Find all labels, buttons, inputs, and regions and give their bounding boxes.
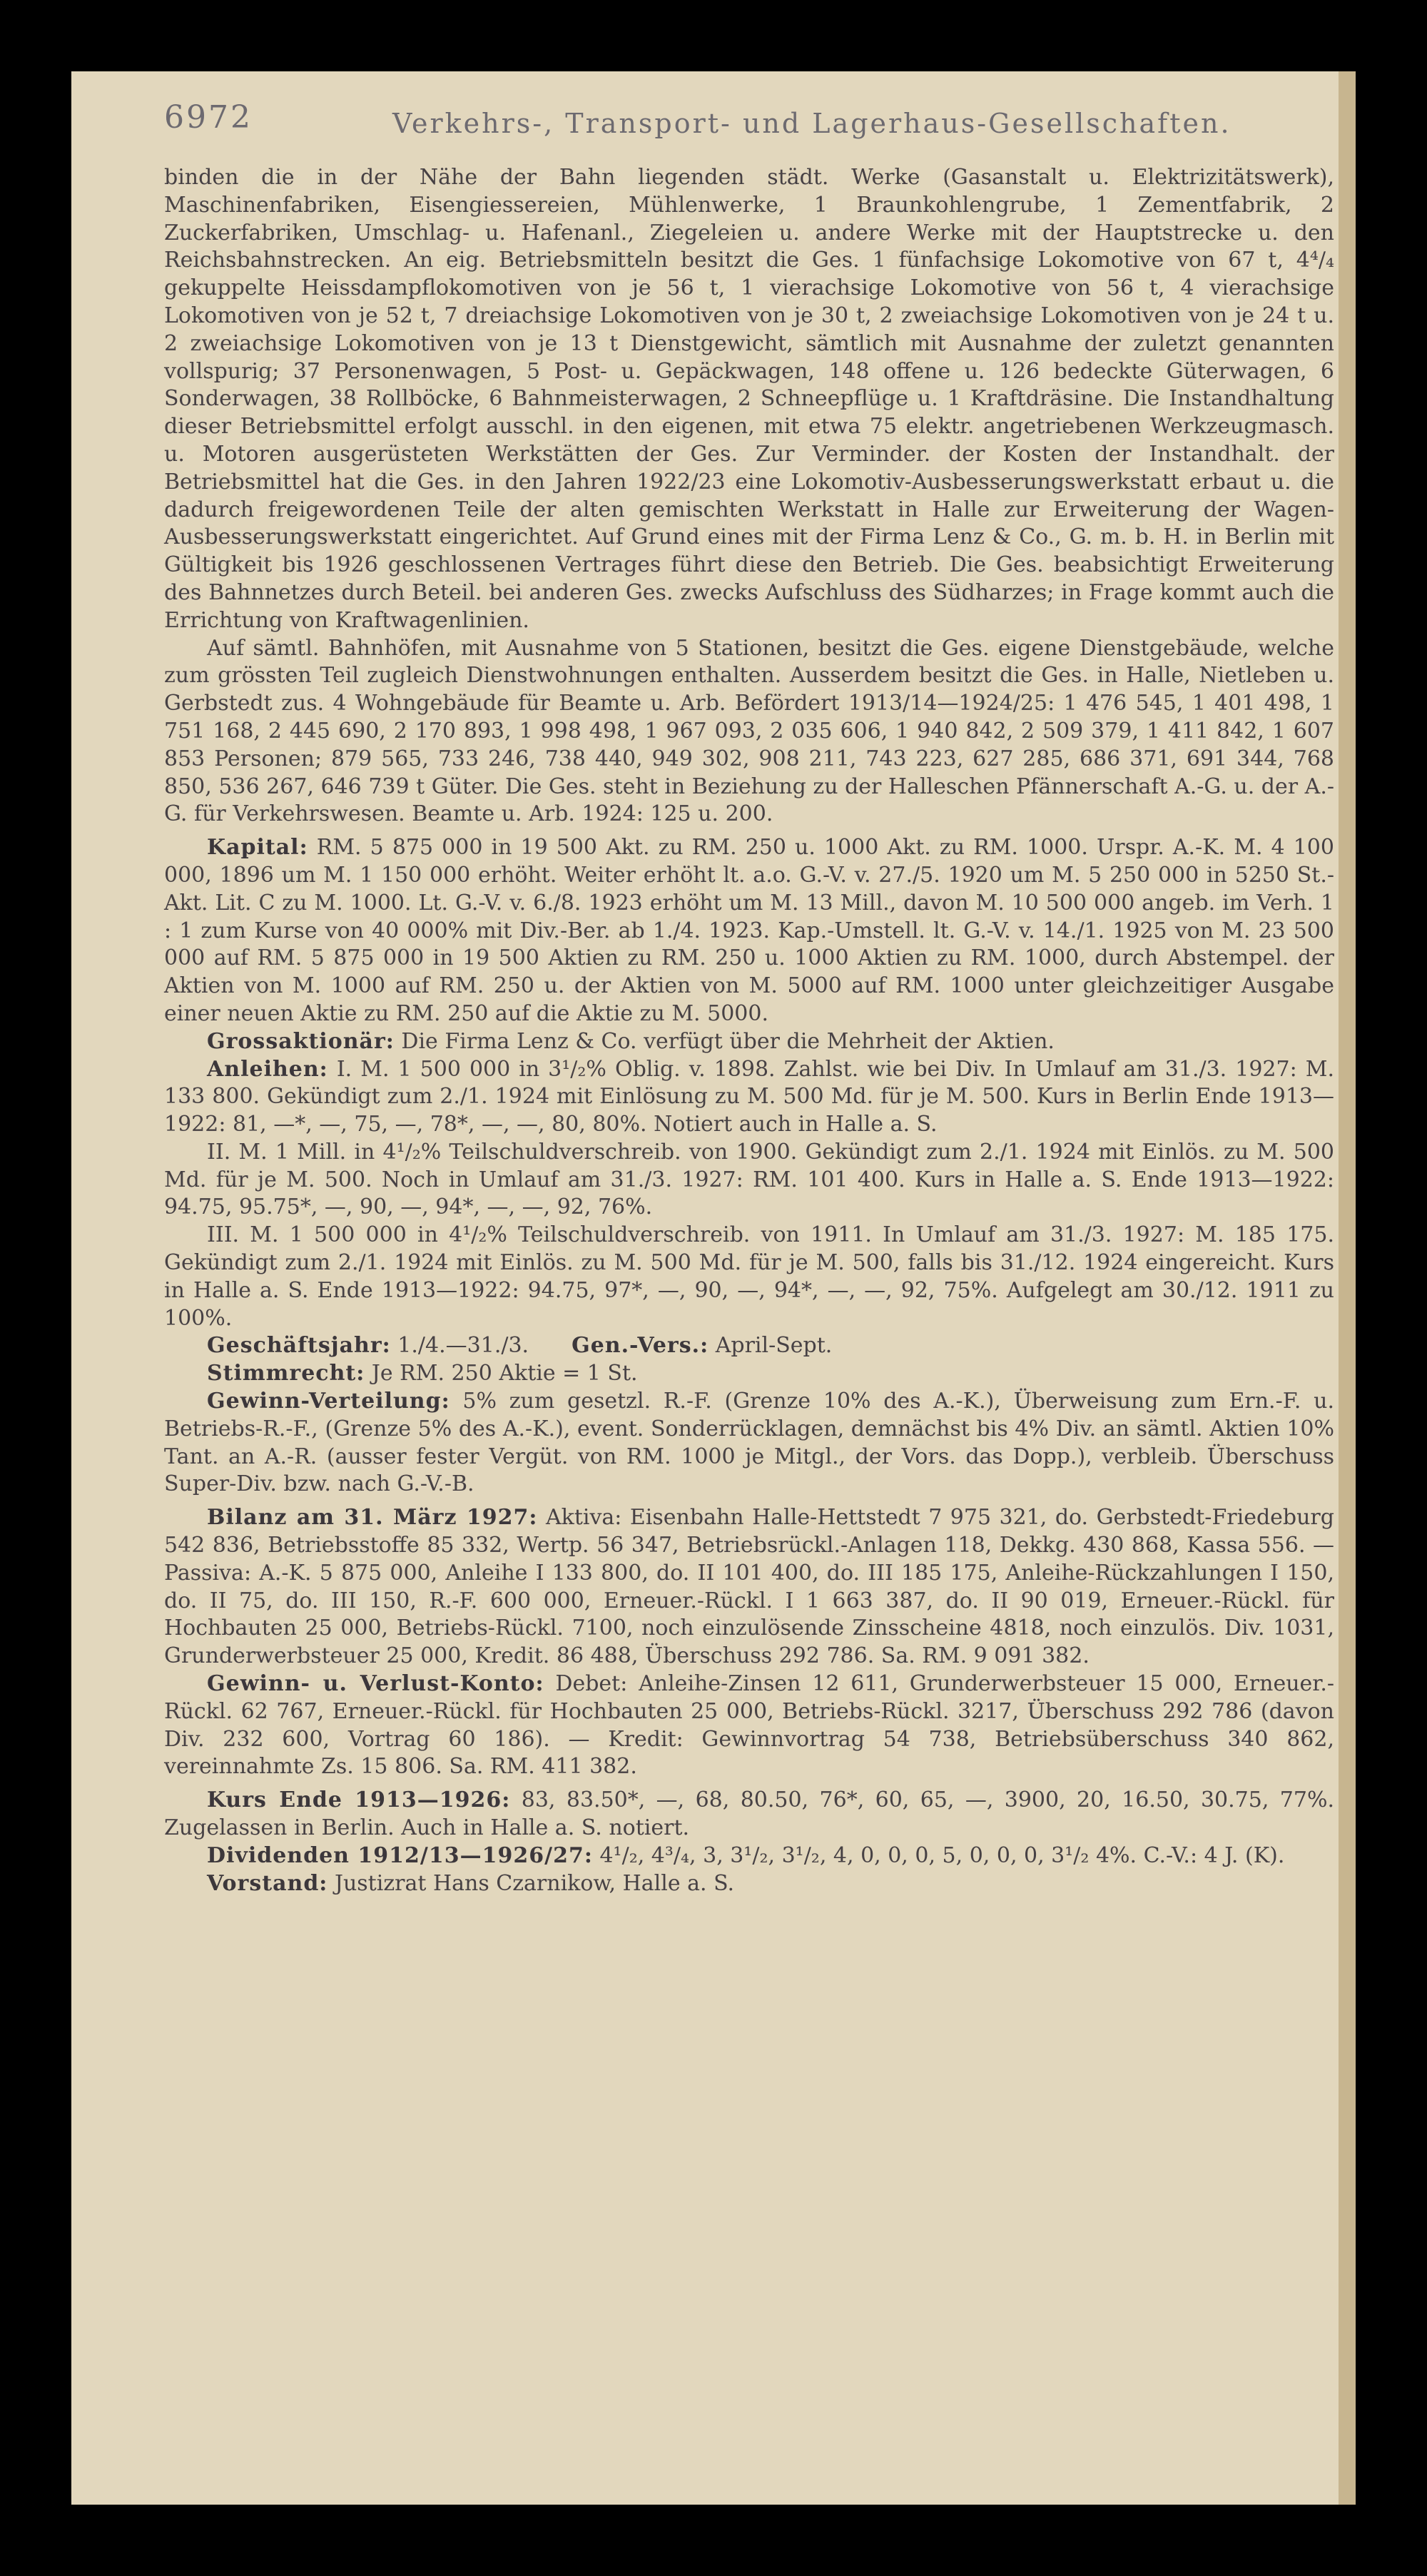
grossaktionaer-label: Grossaktionär: xyxy=(207,1028,395,1054)
vorstand-label: Vorstand: xyxy=(207,1870,328,1896)
kapital-label: Kapital: xyxy=(207,835,308,861)
page-spine-edge xyxy=(1339,71,1356,2505)
dividenden-section xyxy=(164,1842,1334,1870)
genvers-label: Gen.-Vers.: xyxy=(572,1333,709,1359)
page-header xyxy=(164,86,1277,150)
grossaktionaer-text: Die Firma Lenz & Co. verfügt über die Mehrheit der Aktien. xyxy=(401,1028,1055,1054)
bilanz-text: Aktiva: Eisenbahn Halle-Hettstedt 7 975 321, do. Gerbstedt-Friedeburg 542 836, Betriebsstoffe 85 332, Wertp. 56 347, Betriebsrückl.-Anlagen 118, Dekkg. 430 868, Kassa 556. — Passiva: A.-K. 5 875 000, Anleihe I 133 800, do. II 101 400, do. III 185 175, Anleihe-Rückzahlungen I 150, do. II 75, do. III 150, R.-F. 600 000, Erneuer.-Rückl. I 1 663 387, do. II 90 019, Erneuer.-Rückl. für Hochbauten 25 000, Betriebs-Rückl. 7100, noch einzulösende Zinsscheine 4818, noch einzulös. Div. 1031, Grunderwerbsteuer 25 000, Kredit. 86 488, Überschuss 292 786. Sa. RM. 9 091 382. xyxy=(164,1505,1334,1669)
gewinnverteilung-section xyxy=(164,1388,1334,1499)
book-page xyxy=(71,71,1356,2505)
guv-text: Debet: Anleihe-Zinsen 12 611, Grunderwerbsteuer 15 000, Erneuer.-Rückl. 62 767, Erneuer.-Rückl. für Hochbauten 25 000, Betriebs-Rückl. 3217, Überschuss 292 786 (davon Div. 232 600, Vortrag 60 186). — Kredit: Gewinnvortrag 54 738, Betriebsüberschuss 340 862, vereinnahmte Zs. 15 806. Sa. RM. 411 382. xyxy=(164,1671,1334,1780)
kapital-section xyxy=(164,834,1334,1028)
dividenden-label: Dividenden 1912/13—1926/27: xyxy=(207,1842,593,1868)
gewinnverteilung-label: Gewinn-Verteilung: xyxy=(207,1389,450,1414)
kurs-text: 83, 83.50*, —, 68, 80.50, 76*, 60, 65, —, 3900, 20, 16.50, 30.75, 77%. Zugelassen in Berlin. Auch in Halle a. S. notiert. xyxy=(164,1788,1334,1841)
page-number: 6972 xyxy=(164,99,253,136)
kurs-label: Kurs Ende 1913—1926: xyxy=(207,1788,511,1813)
bilanz-label: Bilanz am 31. März 1927: xyxy=(207,1505,538,1531)
stimmrecht-section xyxy=(164,1360,1334,1388)
vorstand-section xyxy=(164,1870,1334,1898)
operations-paragraph: binden die in der Nähe der Bahn liegenden städt. Werke (Gasanstalt u. Elektrizitätswerk), Maschinenfabriken, Eisengiessereien, Mühlenwerke, 1 Braunkohlengrube, 1 Zementfabrik, 2 Zuckerfabriken, Umschlag- u. Hafenanl., Ziegeleien u. andere Werke mit der Hauptstrecke u. den Reichsbahnstrecken. An eig. Betriebsmitteln besitzt die Ges. 1 fünfachsige Lokomotive von 67 t, 4⁴/₄ gekuppelte Heissdampflokomotiven von je 56 t, 1 vierachsige Lokomotive von 56 t, 4 vierachsige Lokomotiven von je 52 t, 7 dreiachsige Lokomotiven von je 30 t, 2 zweiachsige Lokomotiven von je 24 t u. 2 zweiachsige Lokomotiven von je 13 t Dienstgewicht, sämtlich mit Ausnahme der zuletzt genannten vollspurig; 37 Personenwagen, 5 Post- u. Gepäckwagen, 148 offene u. 126 bedeckte Güterwagen, 6 Sonderwagen, 38 Rollböcke, 6 Bahnmeisterwagen, 2 Schneepflüge u. 1 Kraftdräsine. Die Instandhaltung dieser Betriebsmittel erfolgt ausschl. in den eigenen, mit etwa 75 elektr. angetriebenen Werkzeugmasch. u. Motoren ausgerüsteten Werkstätten der Ges. Zur Verminder. der Kosten der Instandhalt. der Betriebsmittel hat die Ges. in den Jahren 1922/23 eine Lokomotiv-Ausbesserungswerkstatt erbaut u. die dadurch freigewordenen Teile der alten gemischten Werkstatt in Halle zur Erweiterung der Wagen-Ausbesserungswerkstatt eingerichtet. Auf Grund eines mit der Firma Lenz & Co., G. m. b. H. in Berlin mit Gültigkeit bis 1926 geschlossenen Vertrages führt diese den Betrieb. Die Ges. beabsichtigt Erweiterung des Bahnnetzes durch Beteil. bei anderen Ges. zwecks Aufschluss des Südharzes; in Frage kommt auch die Errichtung von Kraftwagenlinien. xyxy=(164,165,1334,633)
gewinnverteilung-text: 5% zum gesetzl. R.-F. (Grenze 10% des A.-K.), Überweisung zum Ern.-F. u. Betriebs-R.-F., (Grenze 5% des A.-K.), event. Sonderrücklagen, demnächst bis 4% Div. an sämtl. Aktien 10% Tant. an A.-R. (ausser fester Vergüt. von RM. 1000 je Mitgl., der Vors. das Dopp.), verbleib. Überschuss Super-Div. bzw. nach G.-V.-B. xyxy=(164,1389,1334,1497)
guv-section xyxy=(164,1670,1334,1781)
geschaeftsjahr-label: Geschäftsjahr: xyxy=(207,1333,391,1359)
kurs-section xyxy=(164,1787,1334,1842)
bilanz-section xyxy=(164,1504,1334,1670)
page-text xyxy=(164,164,1334,1897)
stimmrecht-text: Je RM. 250 Aktie = 1 St. xyxy=(371,1361,638,1386)
vorstand-text: Justizrat Hans Czarnikow, Halle a. S. xyxy=(334,1870,735,1896)
anleihen-label: Anleihen: xyxy=(207,1056,328,1082)
guv-label: Gewinn- u. Verlust-Konto: xyxy=(207,1671,544,1697)
geschaeftsjahr-text: 1./4.—31./3. xyxy=(397,1333,529,1359)
anleihen-I-text: I. M. 1 500 000 in 3¹/₂% Oblig. v. 1898. Zahlst. wie bei Div. In Umlauf am 31./3. 1927: M. 133 800. Gekündigt zum 2./1. 1924 mit Einlösung zu M. 500 Md. für je M. 500. Kurs in Berlin Ende 1913—1922: 81, —*, —, 75, —, 78*, —, —, 80, 80%. Notiert auch in Halle a. S. xyxy=(164,1056,1335,1137)
anleihen-II-paragraph: II. M. 1 Mill. in 4¹/₂% Teilschuldverschreib. von 1900. Gekündigt zum 2./1. 1924 mit Einlös. zu M. 500 Md. für je M. 500. Noch in Umlauf am 31./3. 1927: RM. 101 400. Kurs in Halle a. S. Ende 1913—1922: 94.75, 95.75*, —, 90, —, 94*, —, —, 92, 76%. xyxy=(164,1139,1334,1220)
running-title: Verkehrs-, Transport- und Lagerhaus-Gesellschaften. xyxy=(392,108,1232,139)
stimmrecht-label: Stimmrecht: xyxy=(207,1361,365,1386)
anleihen-section xyxy=(164,1056,1334,1139)
grossaktionaer-section xyxy=(164,1028,1334,1056)
kapital-text: RM. 5 875 000 in 19 500 Akt. zu RM. 250 u. 1000 Akt. zu RM. 1000. Urspr. A.-K. M. 4 100 000, 1896 um M. 1 150 000 erhöht. Weiter erhöht lt. a.o. G.-V. v. 27./5. 1920 um M. 5 250 000 in 5250 St.-Akt. Lit. C zu M. 1000. Lt. G.-V. v. 6./8. 1923 erhöht um M. 13 Mill., davon M. 10 500 000 angeb. im Verh. 1 : 1 zum Kurse von 40 000% mit Div.-Ber. ab 1./4. 1923. Kap.-Umstell. lt. G.-V. v. 14./1. 1925 von M. 23 500 000 auf RM. 5 875 000 in 19 500 Aktien zu RM. 250 u. 1000 Aktien zu RM. 1000, durch Abstempel. der Aktien von M. 1000 auf RM. 250 u. der Aktien von M. 5000 auf RM. 1000 unter gleichzeitiger Ausgabe einer neuen Aktie zu RM. 250 auf die Aktie zu M. 5000. xyxy=(164,835,1334,1026)
stations-paragraph: Auf sämtl. Bahnhöfen, mit Ausnahme von 5 Stationen, besitzt die Ges. eigene Dienstgebäude, welche zum grössten Teil zugleich Dienstwohnungen enthalten. Ausserdem besitzt die Ges. in Halle, Nietleben u. Gerbstedt zus. 4 Wohngebäude für Beamte u. Arb. Befördert 1913/14—1924/25: 1 476 545, 1 401 498, 1 751 168, 2 445 690, 2 170 893, 1 998 498, 1 967 093, 2 035 606, 1 940 842, 2 509 379, 1 411 842, 1 607 853 Personen; 879 565, 733 246, 738 440, 949 302, 908 211, 743 223, 627 285, 686 371, 691 344, 768 850, 536 267, 646 739 t Güter. Die Ges. steht in Beziehung zu der Halleschen Pfännerschaft A.-G. u. der A.-G. für Verkehrswesen. Beamte u. Arb. 1924: 125 u. 200. xyxy=(164,635,1334,827)
anleihen-III-paragraph: III. M. 1 500 000 in 4¹/₂% Teilschuldverschreib. von 1911. In Umlauf am 31./3. 1927: M. 185 175. Gekündigt zum 2./1. 1924 mit Einlös. zu M. 500 Md. für je M. 500, falls bis 31./12. 1924 eingereicht. Kurs in Halle a. S. Ende 1913—1922: 94.75, 97*, —, 90, —, 94*, —, —, 92, 75%. Aufgelegt am 30./12. 1911 zu 100%. xyxy=(164,1222,1334,1331)
geschaeftsjahr-section xyxy=(164,1332,1334,1360)
genvers-text: April-Sept. xyxy=(715,1333,833,1359)
dividenden-text: 4¹/₂, 4³/₄, 3, 3¹/₂, 3¹/₂, 4, 0, 0, 0, 5, 0, 0, 0, 3¹/₂ 4%. C.-V.: 4 J. (K). xyxy=(599,1842,1285,1868)
